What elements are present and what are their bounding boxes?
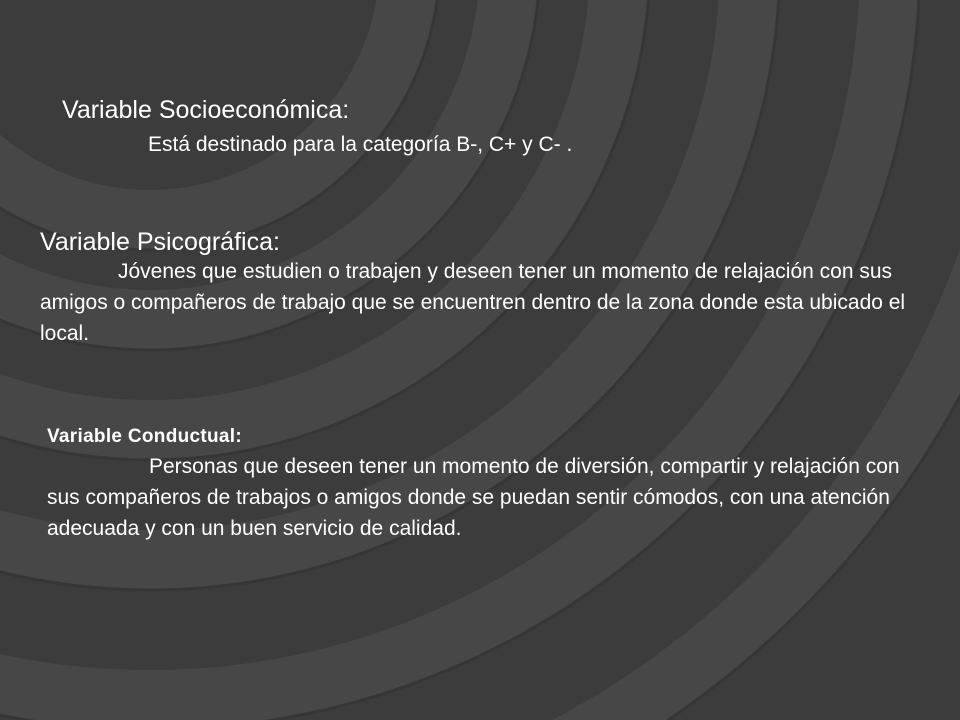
psicografica-heading: Variable Psicográfica:: [40, 228, 280, 256]
socioeconomica-heading: Variable Socioeconómica:: [62, 96, 350, 124]
psicografica-body: Jóvenes que estudien o trabajen y deseen tener un momento de relajación con sus amigos o compañeros de trabajo que se encuentren dentro de la zona donde esta ubicado el local.: [40, 260, 906, 345]
socioeconomica-body: Está destinado para la categoría B-, C+ y C- .: [148, 133, 573, 156]
section-conductual: [47, 423, 927, 544]
conductual-body: Personas que deseen tener un momento de diversión, compartir y relajación con sus compañeros de trabajos o amigos donde se puedan sentir cómodos, con una atención adecuada y con un buen servicio de calidad.: [47, 455, 900, 540]
section-psicografica: [40, 227, 920, 349]
conductual-heading: Variable Conductual:: [47, 426, 242, 447]
section-socioeconomica: [52, 95, 572, 160]
